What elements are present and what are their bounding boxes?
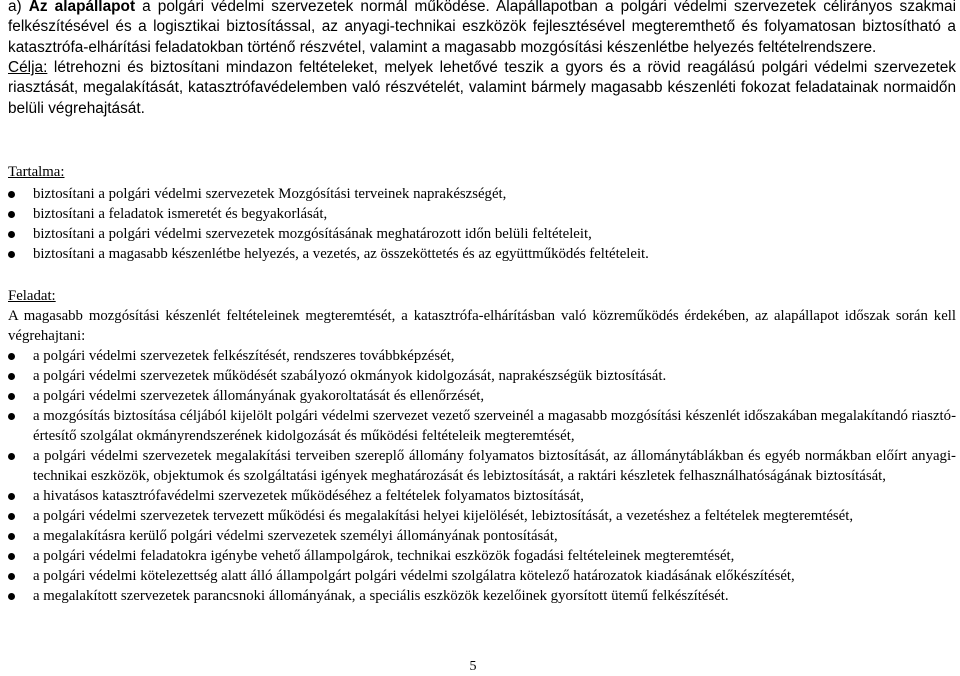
bullet-icon <box>8 191 15 198</box>
list-item-text: a polgári védelmi szervezetek tervezett működési és megalakítási helyei kijelölését, lebiztosítását, a vezetéshez a feltételek megteremtését, <box>33 508 854 524</box>
celja-heading: Célja: <box>8 59 48 76</box>
list-item <box>8 566 956 586</box>
list-item <box>8 366 956 386</box>
list-item-text: biztosítani a magasabb készenlétbe helyezés, a vezetés, az összeköttetés és az együttműködés feltételeit. <box>33 246 649 262</box>
bullet-icon <box>8 513 15 520</box>
feladat-list <box>8 346 956 606</box>
list-item <box>8 406 956 446</box>
bullet-icon <box>8 453 15 460</box>
section-a-text: a polgári védelmi szervezetek normál működése. Alapállapotban a polgári védelmi szervezetek célirányos szakmai felkészítésével és a logisztikai biztosítással, az anyagi-technikai eszközök fejlesztésével megteremthető és folyamatosan biztosítható a katasztrófa-elhárítási feladatokban történő részvétel, valamint a magasabb mozgósítási készenlétbe helyezés feltételrendszere. <box>8 0 957 56</box>
list-item <box>8 204 956 224</box>
list-item-text: a hivatásos katasztrófavédelmi szervezetek működéséhez a feltételek folyamatos biztosítását, <box>33 488 584 504</box>
bullet-icon <box>8 533 15 540</box>
feladat-heading: Feladat: <box>8 288 56 304</box>
list-item <box>8 446 956 486</box>
bullet-icon <box>8 373 15 380</box>
list-item-text: a polgári védelmi szervezetek működését szabályozó okmányok kidolgozását, naprakészségük biztosítását. <box>33 368 667 384</box>
list-item <box>8 526 956 546</box>
bullet-icon <box>8 251 15 258</box>
list-item-text: a megalakított szervezetek parancsnoki állományának, a speciális eszközök kezelőinek gyorsított ütemű felkészítését. <box>33 588 729 604</box>
page-number: 5 <box>469 659 477 674</box>
list-item-text: a megalakításra kerülő polgári védelmi szervezetek személyi állományának pontosítását, <box>33 528 558 544</box>
list-item <box>8 546 956 566</box>
list-item-text: a mozgósítás biztosítása céljából kijelölt polgári védelmi szervezet vezető szerveinél a magasabb mozgósítási készenlét időszakában megalakítandó riasztó-értesítő szolgálat okmányrendszerének kidolgozását és működési feltételeik megteremtését, <box>33 408 956 444</box>
list-item-text: biztosítani a polgári védelmi szervezetek mozgósításának meghatározott időn belüli feltételeit, <box>33 226 592 242</box>
tartalma-list <box>8 184 956 264</box>
list-item <box>8 224 956 244</box>
bullet-icon <box>8 573 15 580</box>
list-item <box>8 586 956 606</box>
list-item <box>8 346 956 366</box>
feladat-section <box>8 286 956 606</box>
list-item-text: biztosítani a polgári védelmi szervezetek Mozgósítási terveinek naprakészségét, <box>33 186 507 202</box>
bullet-icon <box>8 593 15 600</box>
list-item <box>8 244 956 264</box>
bullet-icon <box>8 211 15 218</box>
section-a-label: a) <box>8 0 22 15</box>
section-a-title: Az alapállapot <box>28 0 136 15</box>
section-a-paragraph <box>8 0 956 58</box>
list-item-text: a polgári védelmi szervezetek megalakítási terveiben szereplő állomány folyamatos biztosítását, az állománytáblákban és egyéb normákban előírt anyagi-technikai eszközök, objektumok és szolgáltatási igények meghatározását és lebiztosítását, a raktári készletek felhasználhatóságának biztosítását, <box>33 448 956 484</box>
tartalma-heading: Tartalma: <box>8 164 65 180</box>
bullet-icon <box>8 493 15 500</box>
celja-paragraph <box>8 58 956 119</box>
list-item <box>8 386 956 406</box>
feladat-intro: A magasabb mozgósítási készenlét feltételeinek megteremtését, a katasztrófa-elhárításban való közreműködés érdekében, az alapállapot időszak során kell végrehajtani: <box>8 308 956 344</box>
list-item-text: biztosítani a feladatok ismeretét és begyakorlását, <box>33 206 328 222</box>
list-item <box>8 184 956 204</box>
celja-text: létrehozni és biztosítani mindazon feltételeket, melyek lehetővé teszik a gyors és a rövid reagálású polgári védelmi szervezetek riasztását, megalakítását, katasztrófavédelemben való részvételét, valamint bármely magasabb készenléti fokozat feladatainak normaidőn belüli végrehajtását. <box>8 59 956 117</box>
list-item-text: a polgári védelmi szervezetek állományának gyakoroltatását és ellenőrzését, <box>33 388 485 404</box>
bullet-icon <box>8 413 15 420</box>
list-item-text: a polgári védelmi kötelezettség alatt álló állampolgárt polgári védelmi szolgálatra kötelező határozatok kiadásának előkészítését, <box>33 568 795 584</box>
bullet-icon <box>8 393 15 400</box>
list-item <box>8 506 956 526</box>
tartalma-section <box>8 162 956 264</box>
bullet-icon <box>8 553 15 560</box>
bullet-icon <box>8 353 15 360</box>
bullet-icon <box>8 231 15 238</box>
list-item-text: a polgári védelmi feladatokra igénybe vehető állampolgárok, technikai eszközök fogadási feltételeinek megteremtését, <box>33 548 735 564</box>
list-item-text: a polgári védelmi szervezetek felkészítését, rendszeres továbbképzését, <box>33 348 455 364</box>
list-item <box>8 486 956 506</box>
